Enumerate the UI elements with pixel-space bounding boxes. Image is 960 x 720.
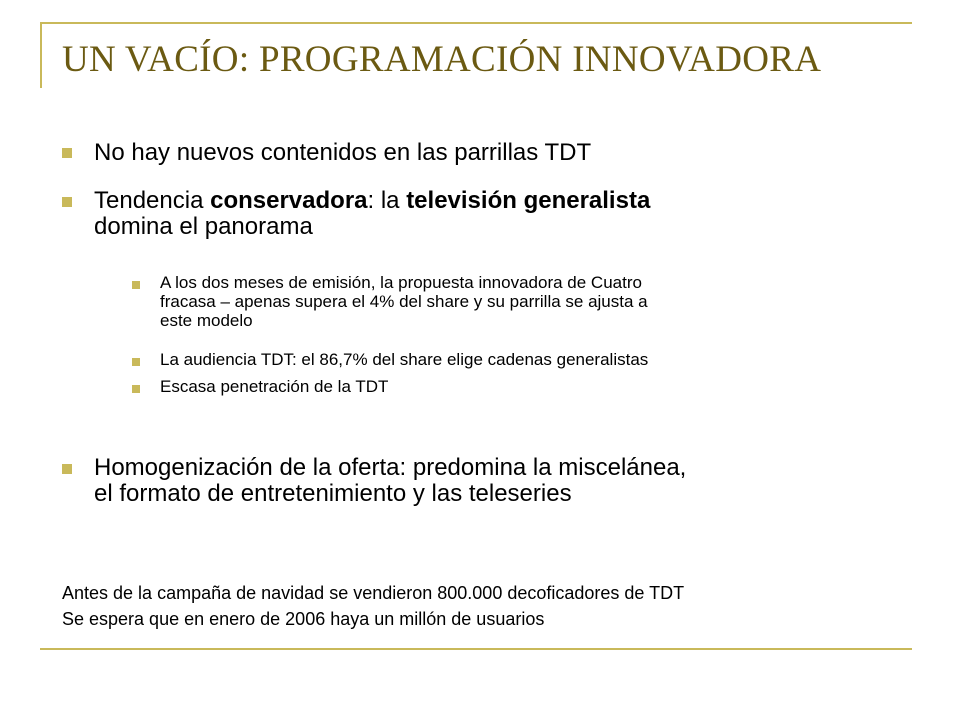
sub-bullet-1: [160, 273, 648, 330]
bullet-3-line-2: el formato de entretenimiento y las teleseries: [94, 480, 572, 507]
left-rule: [40, 22, 42, 88]
bullet-marker: [62, 148, 72, 158]
bullet-2-text-a: Tendencia: [94, 187, 211, 214]
bottom-rule: [40, 648, 912, 650]
bullet-3-line-1: Homogenización de la oferta: predomina la miscelánea,: [94, 454, 687, 481]
footer-line-2: Se espera que en enero de 2006 haya un millón de usuarios: [62, 609, 545, 629]
bullet-marker: [62, 197, 72, 207]
bullet-marker: [62, 464, 72, 474]
bullet-2-line-2: domina el panorama: [94, 213, 313, 240]
bullet-3: [94, 455, 686, 507]
sub-bullet-1-line-1: A los dos meses de emisión, la propuesta innovadora de Cuatro: [160, 273, 642, 292]
bullet-1: No hay nuevos contenidos en las parrillas TDT: [94, 139, 592, 166]
bullet-2-bold-b: televisión generalista: [406, 187, 651, 214]
sub-bullet-marker: [132, 281, 140, 289]
sub-bullet-marker: [132, 385, 140, 393]
top-rule: [40, 22, 912, 24]
sub-bullet-3: Escasa penetración de la TDT: [160, 377, 389, 396]
bullet-2-text-b: : la: [367, 187, 407, 214]
footer-line-1: Antes de la campaña de navidad se vendieron 800.000 decoficadores de TDT: [62, 583, 685, 603]
sub-bullet-1-line-3: este modelo: [160, 311, 253, 330]
sub-bullet-2: La audiencia TDT: el 86,7% del share elige cadenas generalistas: [160, 350, 649, 369]
sub-bullet-marker: [132, 358, 140, 366]
sub-bullet-1-line-2: fracasa – apenas supera el 4% del share y su parrilla se ajusta a: [160, 292, 648, 311]
slide-title: UN VACÍO: PROGRAMACIÓN INNOVADORA: [62, 39, 822, 80]
bullet-2-bold-a: conservadora: [210, 187, 368, 214]
bullet-2: [94, 188, 650, 240]
